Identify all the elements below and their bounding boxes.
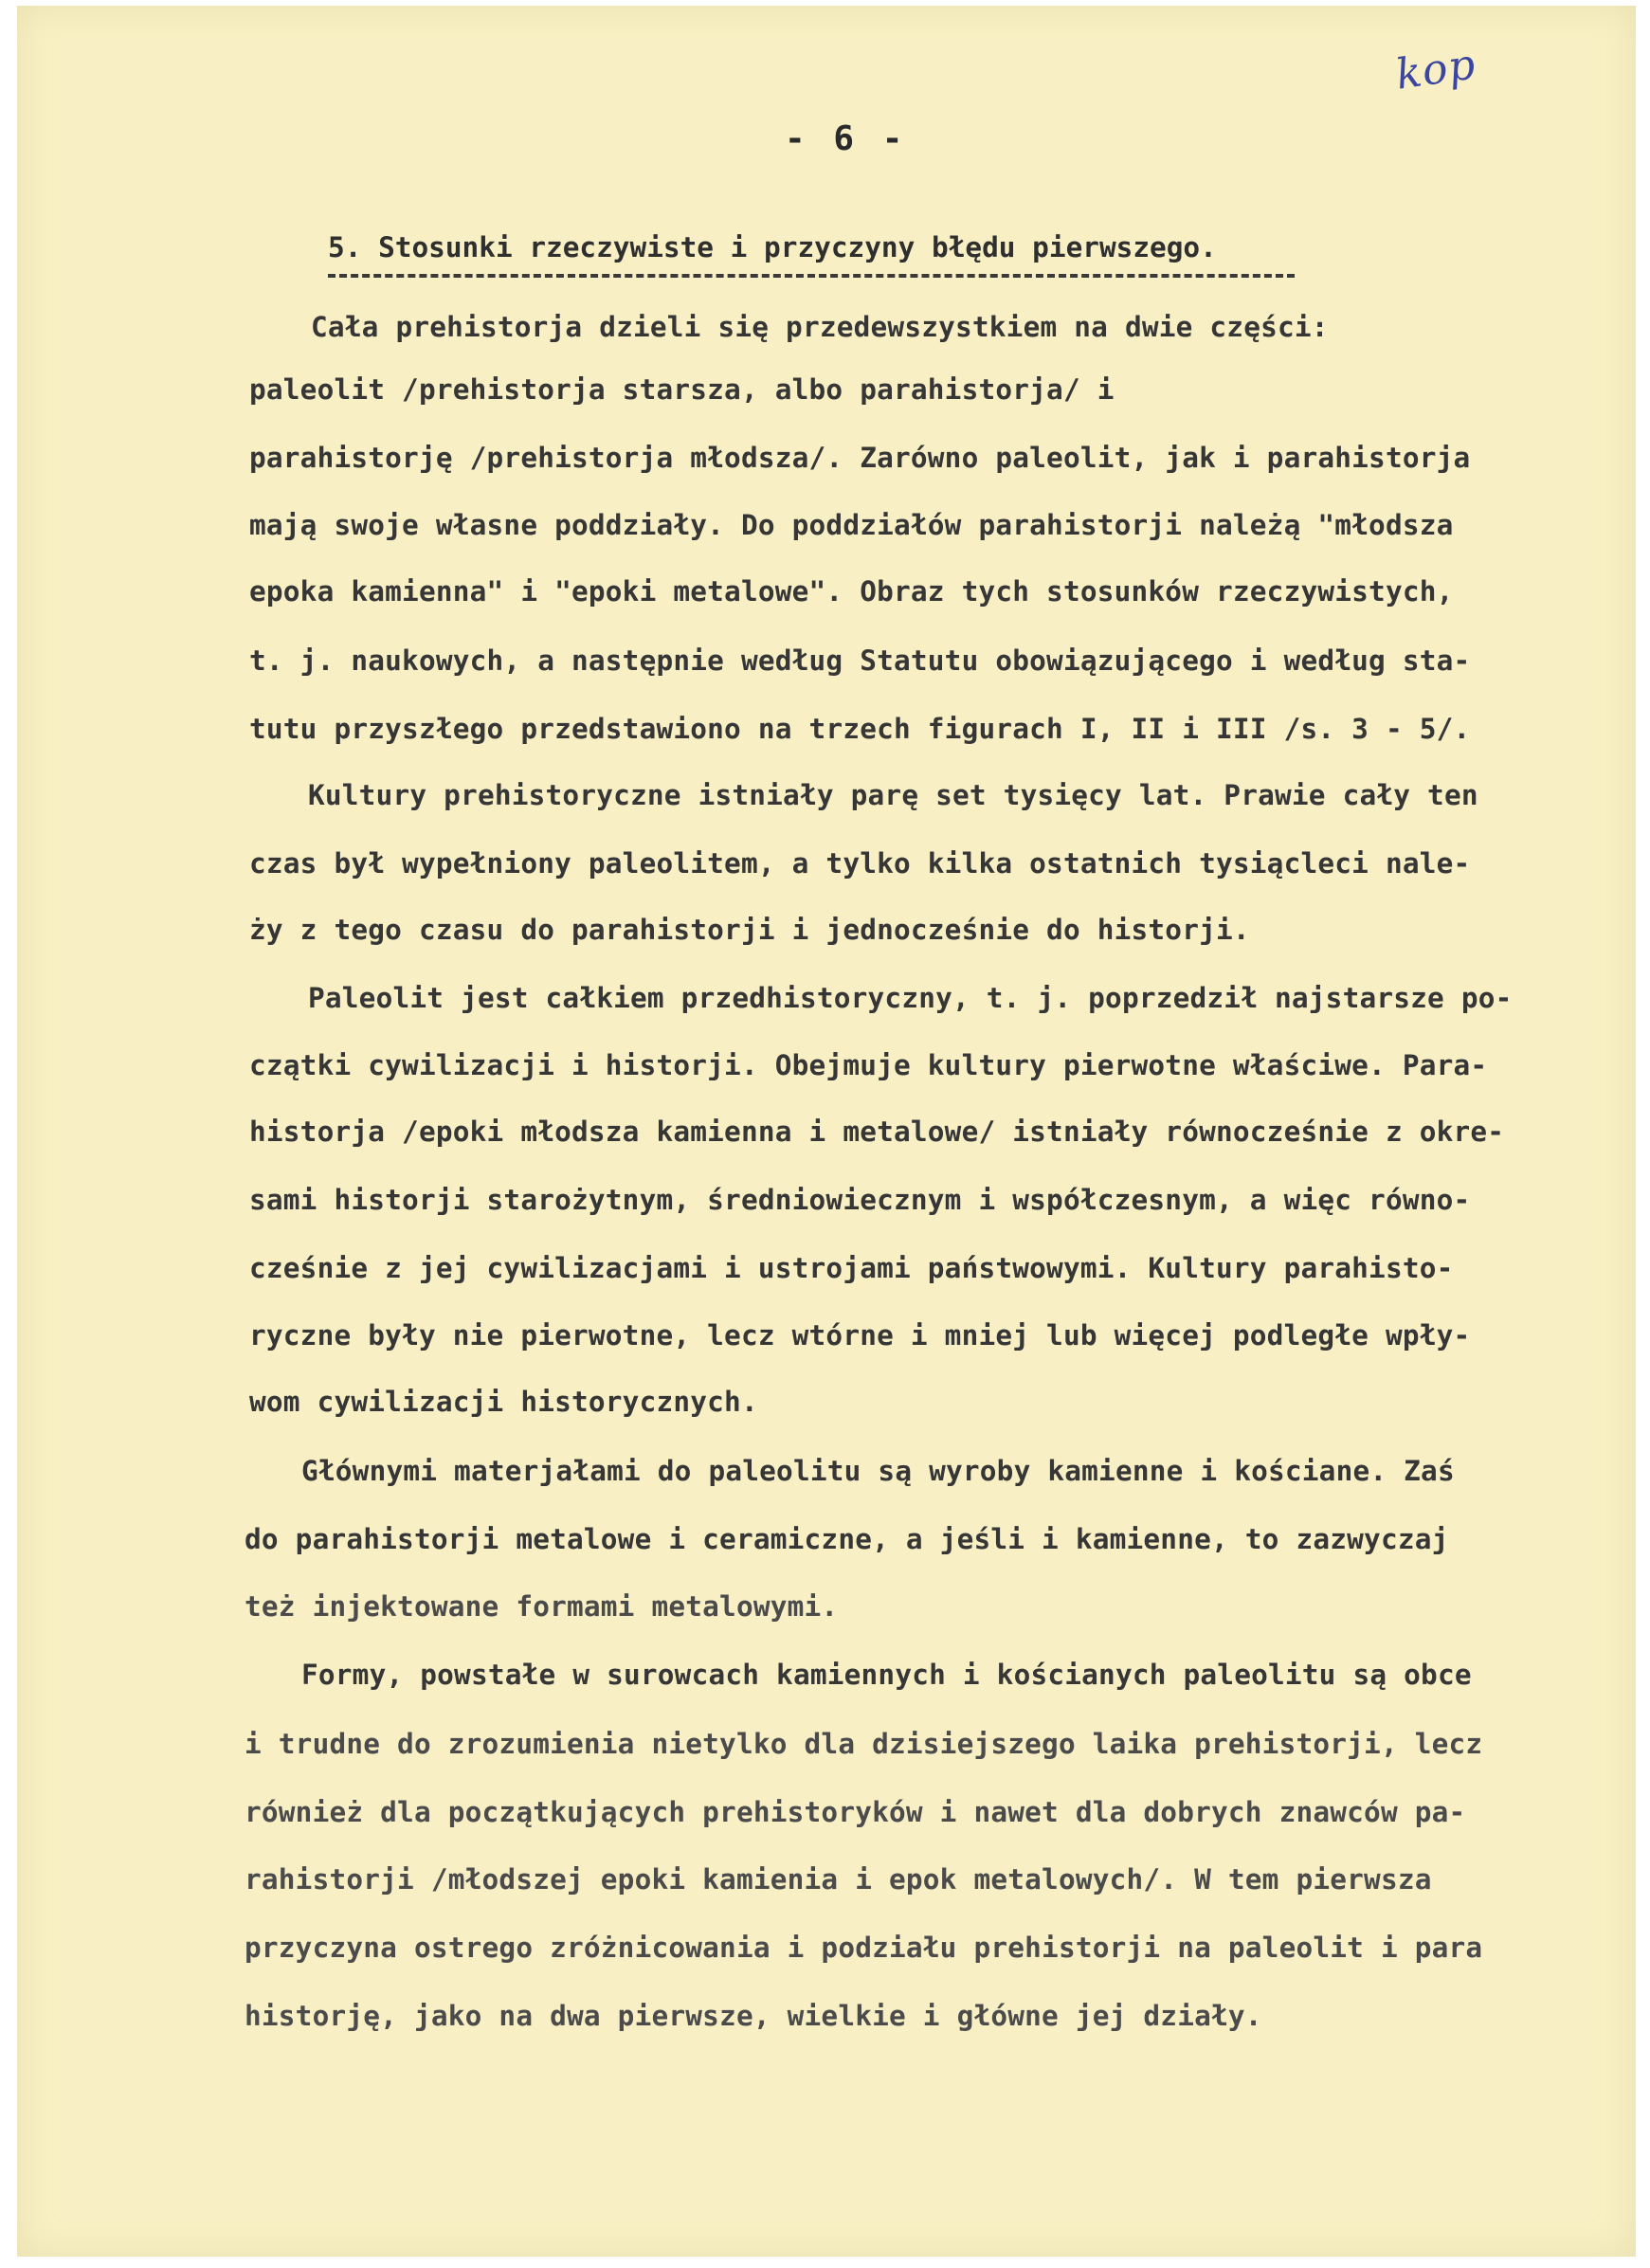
text-line: ży z tego czasu do parahistorji i jednocześnie do historji. [249,914,1250,946]
text-line: historja /epoki młodsza kamienna i metalowe/ istniały równocześnie z okre- [249,1116,1505,1148]
text-line: i trudne do zrozumienia nietylko dla dzisiejszego laika prehistorji, lecz [245,1728,1483,1760]
text-line: Kultury prehistoryczne istniały parę set tysięcy lat. Prawie cały ten [308,779,1478,811]
page-number: - 6 - [785,119,907,158]
text-line: sami historji starożytnym, średniowiecznym i współczesnym, a więc równo- [249,1184,1471,1216]
text-line: Cała prehistorja dzieli się przedewszystkiem na dwie części: [311,311,1329,343]
text-line: ryczne były nie pierwotne, lecz wtórne i mniej lub więcej podległe wpły- [249,1319,1471,1352]
text-line: tutu przyszłego przedstawiono na trzech figurach I, II i III /s. 3 - 5/. [249,713,1471,745]
text-line: Formy, powstałe w surowcach kamiennych i kościanych paleolitu są obce [301,1659,1472,1691]
text-line: czątki cywilizacji i historji. Obejmuje kultury pierwotne właściwe. Para- [249,1049,1488,1081]
text-line: parahistorję /prehistorja młodsza/. Zarówno paleolit, jak i parahistorja [249,442,1471,474]
heading-underline [328,274,1295,278]
text-line: paleolit /prehistorja starsza, albo parahistorja/ i [249,373,1115,406]
section-heading: 5. Stosunki rzeczywiste i przyczyny błędu pierwszego. [328,231,1217,263]
text-line: Głównymi materjałami do paleolitu są wyroby kamienne i kościane. Zaś [301,1455,1455,1487]
text-line: wom cywilizacji historycznych. [249,1386,758,1418]
text-line: epoka kamienna" i "epoki metalowe". Obraz tych stosunków rzeczywistych, [249,575,1454,608]
document-page [17,6,1636,2257]
text-line: cześnie z jej cywilizacjami i ustrojami państwowymi. Kultury parahisto- [249,1252,1454,1284]
text-line: również dla początkujących prehistoryków i nawet dla dobrych znawców pa- [245,1796,1466,1828]
text-line: historję, jako na dwa pierwsze, wielkie i główne jej działy. [245,2000,1262,2032]
text-line: też injektowane formami metalowymi. [245,1590,839,1623]
text-line: Paleolit jest całkiem przedhistoryczny, t. j. poprzedził najstarsze po- [308,982,1513,1014]
text-line: t. j. naukowych, a następnie według Statutu obowiązującego i według sta- [249,644,1471,677]
text-line: rahistorji /młodszej epoki kamienia i epok metalowych/. W tem pierwsza [245,1863,1432,1896]
handwritten-note: kop [1392,40,1479,100]
text-line: do parahistorji metalowe i ceramiczne, a jeśli i kamienne, to zazwyczaj [245,1523,1449,1555]
text-line: mają swoje własne poddziały. Do poddziałów parahistorji należą "młodsza [249,509,1454,541]
text-line: czas był wypełniony paleolitem, a tylko kilka ostatnich tysiącleci nale- [249,847,1471,880]
text-line: przyczyna ostrego zróżnicowania i podziału prehistorji na paleolit i para [245,1932,1483,1964]
